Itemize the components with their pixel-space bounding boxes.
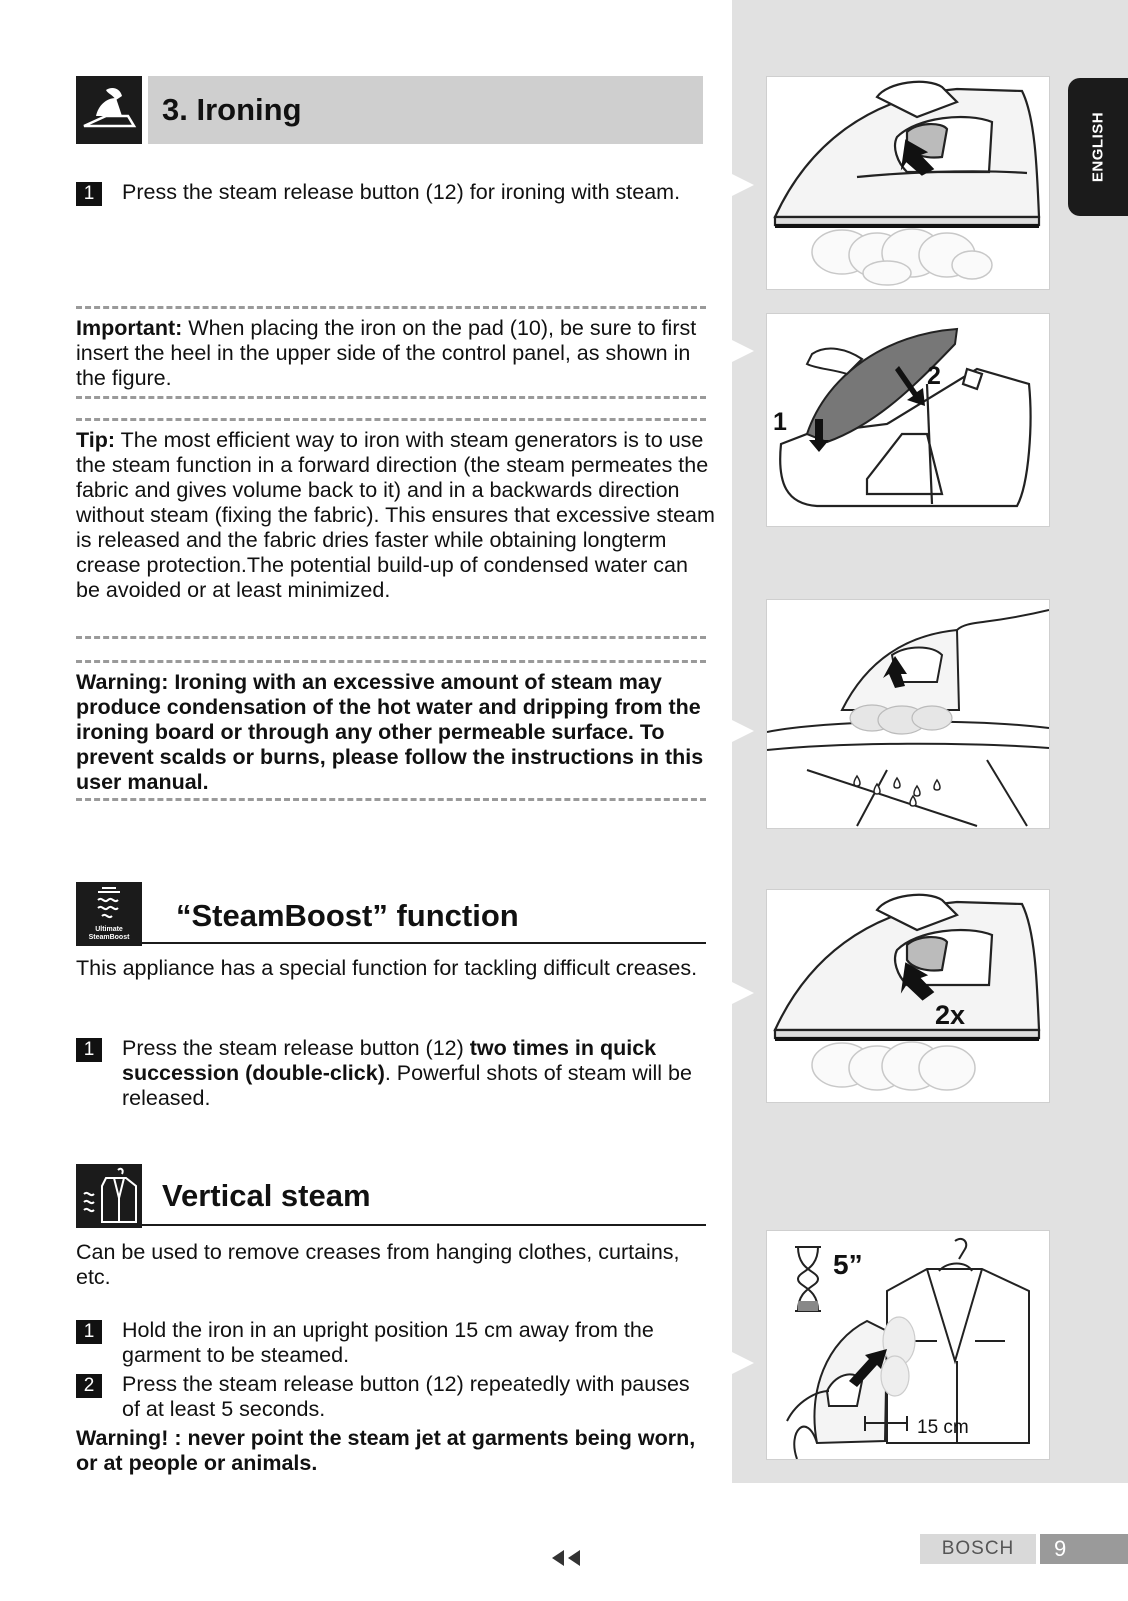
steamboost-intro: This appliance has a special function for tackling difficult creases.	[76, 956, 698, 980]
figure-2x-label: 2x	[935, 1000, 966, 1030]
figure-vertical-steam	[766, 1230, 1050, 1460]
ironing-icon	[76, 76, 142, 144]
ironing-title: 3. Ironing	[162, 92, 302, 127]
important-label: Important:	[76, 316, 183, 340]
important-text: When placing the iron on the pad (10), be sure to first insert the heel in the upper side of the control panel, as shown in the figure.	[76, 316, 697, 390]
language-tab-label: ENGLISH	[1089, 111, 1107, 183]
figure-pointer	[732, 720, 754, 742]
page-number: 9	[1040, 1534, 1128, 1564]
vertical-steam-illustration	[767, 1231, 1049, 1459]
divider	[76, 306, 706, 309]
figure-iron-steam	[766, 76, 1050, 290]
vertical-steam-title: Vertical steam	[162, 1178, 371, 1213]
language-tab[interactable]	[1068, 78, 1128, 216]
steamboost-icon-label: Ultimate SteamBoost	[88, 926, 130, 941]
steamboost-icon	[76, 882, 142, 946]
step-number: 1	[76, 182, 102, 206]
footer-brand: BOSCH	[920, 1534, 1036, 1564]
tip-text: The most efficient way to iron with steam generators is to use the steam function in a forward direction (the steam permeates the fabric and gives volume back to it) and in a backwards direction without steam (fixing the fabric). This ensures that excessive steam is released and the fabric dries faster while obtaining longterm crease protection.The potential build-up of condensed water can be avoided or at least minimized.	[76, 428, 715, 602]
divider	[76, 660, 706, 663]
step-number: 1	[76, 1320, 102, 1344]
vertical-steam-intro: Can be used to remove creases from hanging clothes, curtains, etc.	[76, 1240, 680, 1289]
figure-pointer	[732, 982, 754, 1004]
divider	[76, 418, 706, 421]
figure-pointer	[732, 1352, 754, 1374]
iron-steamboost-illustration	[767, 890, 1049, 1102]
figure-time-label: 5”	[833, 1249, 863, 1280]
condensation-warning: Warning: Ironing with an excessive amount of steam may produce condensation of the hot water and dripping from the ironing board or through any other permeable surface. To prevent scalds or burns, please follow the instructions in this user manual.	[76, 670, 704, 794]
ironing-step-text: Press the steam release button (12) for ironing with steam.	[122, 180, 681, 204]
tip-label: Tip:	[76, 428, 116, 452]
figure-iron-on-pad	[766, 313, 1050, 527]
steamboost-title: “SteamBoost” function	[176, 898, 519, 933]
steamboost-step-text: Press the steam release button (12) two times in quick succession (double-click). Powerful shots of steam will be released.	[122, 1036, 692, 1110]
vertical-warning: Warning! : never point the steam jet at garments being worn, or at people or animals.	[76, 1426, 696, 1475]
vertical-step-text: Press the steam release button (12) repeatedly with pauses of at least 5 seconds.	[122, 1372, 690, 1421]
figure-distance-label: 15 cm	[917, 1417, 969, 1438]
section-rule	[142, 942, 706, 944]
vertical-steam-icon	[76, 1164, 142, 1228]
important-note	[76, 316, 712, 391]
rewind-icon[interactable]	[550, 1548, 584, 1573]
figure-pointer	[732, 174, 754, 196]
figure-step-label-2: 2	[927, 362, 941, 390]
step-number: 2	[76, 1374, 102, 1398]
tip-note	[76, 428, 716, 603]
section-rule	[142, 1224, 706, 1226]
divider	[76, 636, 706, 639]
figure-steamboost	[766, 889, 1050, 1103]
figure-step-label-1: 1	[773, 408, 787, 436]
divider	[76, 798, 706, 801]
iron-steam-illustration	[767, 77, 1049, 289]
figure-condensation	[766, 599, 1050, 829]
vertical-step-text: Hold the iron in an upright position 15 cm away from the garment to be steamed.	[122, 1318, 654, 1367]
iron-on-pad-illustration	[767, 314, 1049, 526]
figure-pointer	[732, 340, 754, 362]
divider	[76, 396, 706, 399]
step-number: 1	[76, 1038, 102, 1062]
ironing-board-drips-illustration	[767, 600, 1049, 828]
